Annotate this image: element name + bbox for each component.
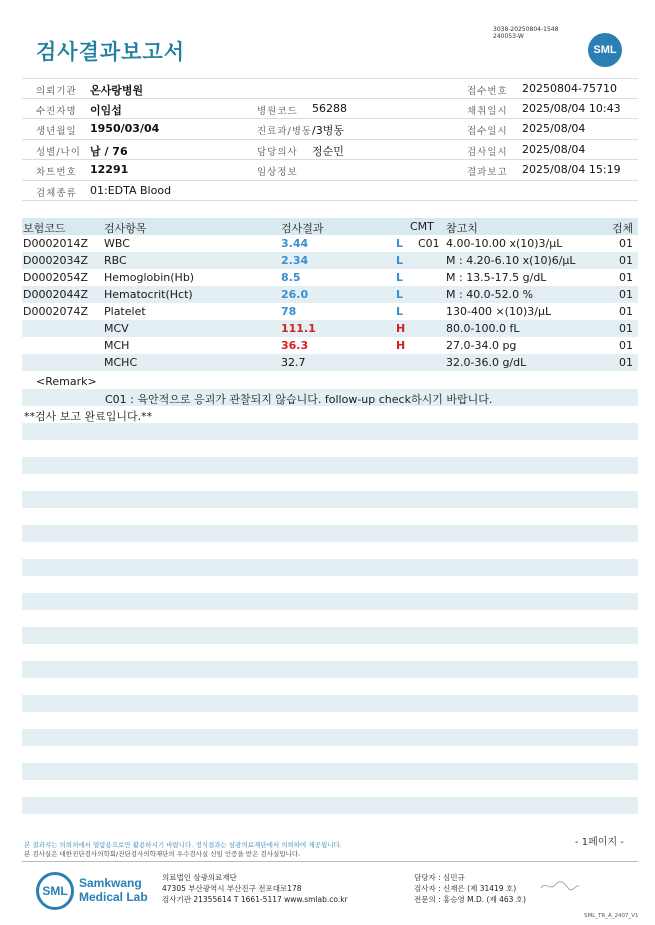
brand-line2: Medical Lab bbox=[79, 890, 148, 904]
empty-row-stripe bbox=[22, 491, 638, 508]
cell-item: WBC bbox=[104, 237, 130, 250]
cell-result: 8.5 bbox=[281, 271, 301, 284]
info-row bbox=[22, 140, 638, 161]
report-complete-note: **검사 보고 완료입니다.** bbox=[24, 410, 153, 423]
patient-value: 이임섭 bbox=[90, 103, 122, 117]
address-line3: 검사기관 21355614 T 1661-5117 www.smlab.co.kr bbox=[162, 895, 348, 904]
reported-value: 2025/08/04 15:19 bbox=[522, 163, 621, 176]
cell-specimen: 01 bbox=[619, 271, 633, 284]
empty-row-stripe bbox=[22, 525, 638, 542]
dob-label: 생년월일 bbox=[36, 126, 77, 137]
document-id-line1: 3038-20250804-1548 bbox=[493, 26, 559, 33]
doctor-label: 담당의사 bbox=[257, 146, 298, 158]
table-row bbox=[22, 337, 638, 354]
empty-row-stripe bbox=[22, 661, 638, 678]
cell-result: 32.7 bbox=[281, 356, 306, 369]
staff-line3: 전문의 : 홍승영 M.D. (제 463 호) bbox=[414, 895, 526, 904]
cell-flag: L bbox=[396, 288, 404, 301]
cell-reference: M : 40.0-52.0 % bbox=[446, 288, 534, 301]
header-specimen: 검체 bbox=[612, 222, 634, 235]
reported-label: 결과보고 bbox=[467, 167, 508, 178]
footer-notice-1: 본 결과지는 의뢰처에서 열람용으로만 활용하시기 바랍니다. 정식결과는 삼광의료재단에서 의뢰하여 제공됩니다. bbox=[24, 841, 342, 849]
clinical-label: 임상정보 bbox=[257, 167, 298, 178]
table-header bbox=[22, 218, 638, 235]
doctor-value: 정순민 bbox=[312, 144, 344, 158]
report-title: 검사결과보고서 bbox=[36, 40, 186, 64]
empty-row-stripe bbox=[22, 627, 638, 644]
table-row bbox=[22, 269, 638, 286]
table-row bbox=[22, 303, 638, 320]
cell-specimen: 01 bbox=[619, 254, 633, 267]
address-line1: 의료법인 삼광의료재단 bbox=[162, 873, 237, 882]
empty-row-stripe bbox=[22, 797, 638, 814]
remark-title: <Remark> bbox=[36, 375, 97, 388]
chart-no-label: 차트번호 bbox=[36, 167, 77, 178]
cell-code: D0002014Z bbox=[23, 237, 88, 250]
dept-label: 진료과/병동 bbox=[257, 126, 313, 137]
cell-specimen: 01 bbox=[619, 339, 633, 352]
header-item: 검사항목 bbox=[104, 222, 147, 235]
tested-label: 검사일시 bbox=[467, 146, 508, 158]
info-row bbox=[22, 78, 638, 99]
cell-result: 36.3 bbox=[281, 339, 309, 352]
cell-result: 26.0 bbox=[281, 288, 309, 301]
page-number: - 1페이지 - bbox=[575, 837, 624, 848]
sml-logo: SML bbox=[36, 872, 74, 910]
cell-result: 111.1 bbox=[281, 322, 316, 335]
collected-label: 채취일시 bbox=[467, 105, 508, 117]
cell-result: 2.34 bbox=[281, 254, 309, 267]
tested-value: 2025/08/04 bbox=[522, 142, 586, 156]
dept-value: /3병동 bbox=[312, 124, 344, 137]
info-row bbox=[22, 99, 638, 120]
cell-reference: 4.00-10.00 x(10)3/μL bbox=[446, 237, 563, 250]
cell-code: D0002034Z bbox=[23, 254, 88, 267]
info-row bbox=[22, 119, 638, 140]
received-label: 접수일시 bbox=[467, 126, 508, 137]
footer-notice-2: 본 검사실은 대한진단검사의학회/진단검사의학재단의 우수검사실 신임 인증을 받은 검사실입니다. bbox=[24, 850, 301, 858]
staff-line2: 검사자 : 신재은 (제 31419 호) bbox=[414, 884, 517, 893]
form-code: SML_TR_A_2407_V1 bbox=[584, 913, 639, 919]
cell-flag: L bbox=[396, 237, 404, 250]
chart-no-value: 12291 bbox=[90, 163, 129, 176]
header-code: 보험코드 bbox=[23, 222, 66, 235]
cell-item: Hemoglobin(Hb) bbox=[104, 271, 195, 284]
cell-reference: 32.0-36.0 g/dL bbox=[446, 356, 527, 369]
cell-specimen: 01 bbox=[619, 305, 633, 318]
cell-flag: H bbox=[396, 322, 406, 335]
receipt-no-value: 20250804-75710 bbox=[522, 82, 617, 95]
empty-row-stripe bbox=[22, 593, 638, 610]
requester-value: 온사랑병원 bbox=[90, 84, 144, 97]
cell-flag: L bbox=[396, 305, 404, 318]
empty-row-stripe bbox=[22, 763, 638, 780]
table-row bbox=[22, 235, 638, 252]
receipt-no-label: 접수번호 bbox=[467, 86, 508, 97]
requester-label: 의뢰기관 bbox=[36, 86, 77, 97]
cell-item: Platelet bbox=[104, 305, 146, 318]
cell-reference: 80.0-100.0 fL bbox=[446, 322, 520, 335]
cell-item: MCHC bbox=[104, 356, 138, 369]
patient-info-grid bbox=[22, 78, 638, 201]
empty-row-stripe bbox=[22, 729, 638, 746]
cell-item: RBC bbox=[104, 254, 127, 267]
cell-flag: H bbox=[396, 339, 406, 352]
signature-mark bbox=[540, 880, 580, 894]
cell-result: 3.44 bbox=[281, 237, 309, 250]
dob-value: 1950/03/04 bbox=[90, 122, 160, 135]
cell-specimen: 01 bbox=[619, 356, 633, 369]
empty-row-stripe bbox=[22, 457, 638, 474]
cell-code: D0002054Z bbox=[23, 271, 88, 284]
table-row bbox=[22, 286, 638, 303]
staff-line1: 담당자 : 심민규 bbox=[414, 873, 465, 882]
empty-row-stripe bbox=[22, 695, 638, 712]
cell-specimen: 01 bbox=[619, 288, 633, 301]
header-reference: 참고치 bbox=[446, 222, 478, 235]
specimen-label: 검체종류 bbox=[36, 187, 77, 199]
remark-text: C01 : 육안적으로 응괴가 관찰되지 않습니다. follow-up check하시기 바랍니다. bbox=[105, 393, 493, 406]
cell-result: 78 bbox=[281, 305, 297, 318]
cell-flag: L bbox=[396, 271, 404, 284]
cell-reference: 27.0-34.0 pg bbox=[446, 339, 517, 352]
empty-row-stripe bbox=[22, 423, 638, 440]
cell-item: Hematocrit(Hct) bbox=[104, 288, 193, 301]
cell-specimen: 01 bbox=[619, 322, 633, 335]
hospital-code-label: 병원코드 bbox=[257, 105, 298, 117]
cell-reference: M : 13.5-17.5 g/dL bbox=[446, 271, 547, 284]
header-result: 검사결과 bbox=[281, 222, 324, 235]
info-row bbox=[22, 160, 638, 181]
brand-name bbox=[79, 876, 148, 904]
table-row bbox=[22, 320, 638, 337]
staff-info bbox=[414, 872, 526, 905]
empty-row-stripe bbox=[22, 559, 638, 576]
cell-cmt: C01 bbox=[418, 237, 440, 250]
table-row bbox=[22, 252, 638, 269]
sex-age-label: 성별/나이 bbox=[36, 146, 81, 158]
info-row bbox=[22, 181, 638, 202]
sml-badge-logo: SML bbox=[588, 33, 622, 67]
specimen-value: 01:EDTA Blood bbox=[90, 183, 172, 197]
collected-value: 2025/08/04 10:43 bbox=[522, 101, 621, 115]
patient-label: 수진자명 bbox=[36, 105, 77, 117]
cell-item: MCV bbox=[104, 322, 129, 335]
cell-item: MCH bbox=[104, 339, 130, 352]
address-line2: 47305 부산광역시 부산진구 전포대로178 bbox=[162, 884, 302, 893]
hospital-code-value: 56288 bbox=[312, 101, 347, 115]
cell-specimen: 01 bbox=[619, 237, 633, 250]
lab-address bbox=[162, 872, 348, 905]
document-id bbox=[493, 26, 558, 40]
received-value: 2025/08/04 bbox=[522, 122, 586, 135]
table-row bbox=[22, 354, 638, 371]
results-table bbox=[22, 218, 638, 371]
header-cmt: CMT bbox=[410, 220, 434, 233]
cell-reference: 130-400 ×(10)3/μL bbox=[446, 305, 552, 318]
cell-code: D0002074Z bbox=[23, 305, 88, 318]
sex-age-value: 남 / 76 bbox=[90, 144, 128, 158]
cell-reference: M : 4.20-6.10 x(10)6/μL bbox=[446, 254, 576, 267]
cell-flag: L bbox=[396, 254, 404, 267]
brand-line1: Samkwang bbox=[79, 876, 142, 890]
cell-code: D0002044Z bbox=[23, 288, 88, 301]
document-id-line2: 240053-W bbox=[493, 33, 524, 40]
footer-rule bbox=[22, 861, 638, 862]
